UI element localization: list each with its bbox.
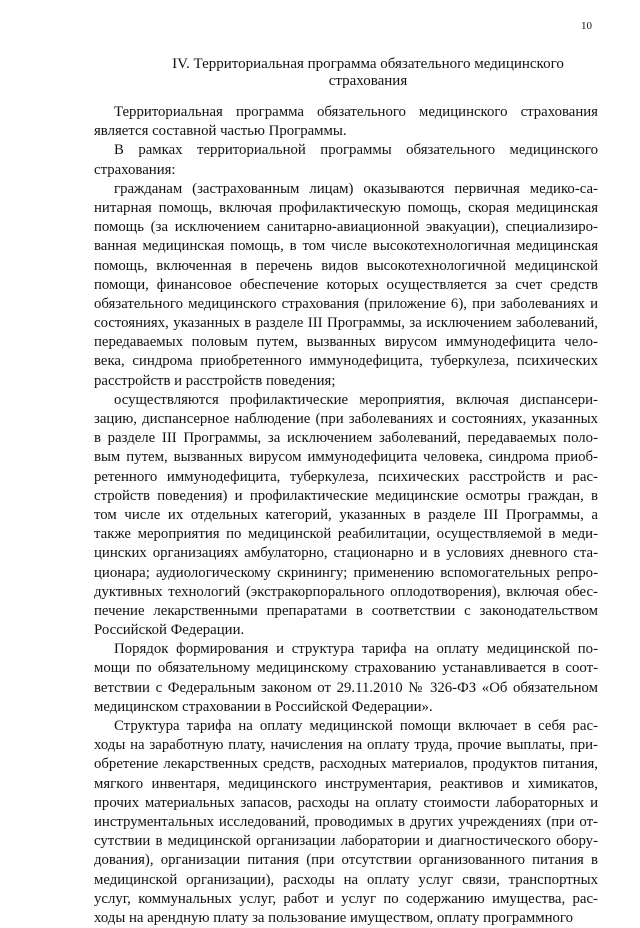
text-line: нитарная помощь, включая профилактическую помощь, скорая медицинская (94, 199, 598, 216)
text-line: зацию, диспансерное наблюдение (при заболеваниях и состояниях, указанных (94, 411, 598, 427)
text-line: гражданам (застрахованным лицам) оказываются первичная медико-са- (114, 180, 598, 197)
text-line: услуг, коммунальных услуг, работ и услуг по содержанию имущества, рас- (94, 890, 598, 907)
text-line: в разделе III Программы, за исключением заболеваний, передаваемых поло- (94, 430, 598, 447)
paragraph (94, 391, 598, 640)
text-line: вым путем, вызванных вирусом иммунодефицита человека, синдрома приоб- (94, 449, 598, 466)
text-line: помощь, включенная в перечень видов высокотехнологичной медицинской (94, 257, 598, 274)
text-line: страхования: (94, 161, 176, 178)
text-line: прочих материальных запасов, расходы на оплату стоимости лабораторных и (94, 794, 598, 811)
text-line: Порядок формирования и структура тарифа на оплату медицинской по- (114, 641, 598, 658)
text-line: ходы на заработную плату, начисления на оплату труда, прочие выплаты, при- (94, 737, 598, 754)
text-line: помощь (за исключением санитарно-авиационной эвакуации), специализиро- (94, 219, 598, 236)
text-line: дуктивных технологий (экстракорпорального оплодотворения), включая обес- (94, 583, 598, 600)
text-line: также мероприятия по медицинской реабилитации, осуществляемой в меди- (94, 526, 598, 543)
paragraph (94, 640, 598, 717)
text-line: Территориальная программа обязательного медицинского страхования (114, 104, 598, 120)
text-line: печение лекарственными препаратами в соответствии с законодательством (94, 602, 598, 619)
text-line: обретение лекарственных средств, расходных материалов, продуктов питания, (94, 756, 598, 773)
text-line: мягкого инвентаря, медицинского инструментария, реактивов и химикатов, (94, 775, 598, 792)
text-line: расстройств и расстройств поведения; (94, 372, 336, 389)
document-body (94, 103, 598, 928)
text-line: осуществляются профилактические мероприятия, включая диспансери- (114, 391, 598, 408)
text-line: Структура тарифа на оплату медицинской помощи включает в себя рас- (114, 718, 598, 734)
text-line: состояниях, указанных в разделе III Программы, за исключением заболеваний, (94, 315, 598, 332)
text-line: Российской Федерации. (94, 622, 245, 639)
text-line: инструментальных исследований, проводимых в других учреждениях (при от- (94, 813, 598, 830)
text-line: В рамках территориальной программы обязательного медицинского (114, 142, 598, 159)
paragraph (94, 103, 598, 141)
text-line: ретенного иммунодефицита, туберкулеза, психических расстройств и рас- (94, 468, 598, 485)
text-line: медицинской организации), расходы на оплату услуг связи, транспортных (94, 871, 598, 888)
text-line: сутствии в медицинской организации лаборатории и диагностического обору- (94, 833, 598, 850)
text-line: обязательного медицинского страхования (приложение 6), при заболеваниях и (94, 295, 598, 312)
paragraph (94, 180, 598, 391)
text-line: стройств поведения) и профилактические медицинские осмотры граждан, в (94, 487, 598, 504)
paragraph (94, 141, 598, 179)
section-heading-line: IV. Территориальная программа обязательного медицинского (172, 56, 564, 72)
text-line: является составной частью Программы. (94, 123, 347, 140)
text-line: ходы на арендную плату за пользование имуществом, оплату программного (94, 909, 574, 926)
text-line: цинских организациях амбулаторно, стационарно и в условиях дневного ста- (94, 545, 598, 562)
text-line: ванная медицинская помощь, в том числе высокотехнологичная медицинская (94, 238, 598, 255)
section-heading (118, 56, 618, 90)
text-line: ветствии с Федеральным законом от 29.11.2010 № 326-ФЗ «Об обязательном (94, 679, 598, 696)
text-line: мощи по обязательному медицинскому страхованию устанавливается в соот- (94, 660, 598, 677)
text-line: помощи, финансовое обеспечение которых осуществляется за счет средств (94, 276, 598, 293)
text-line: передаваемых половым путем, вызванных вирусом иммунодефицита чело- (94, 334, 598, 351)
text-line: медицинском страховании в Российской Федерации». (94, 698, 433, 715)
text-line: ционара; аудиологическому скринингу; применению вспомогательных репро- (94, 564, 598, 581)
text-line: века, синдрома приобретенного иммунодефицита, туберкулеза, психических (94, 353, 598, 370)
paragraph (94, 717, 598, 928)
page-number: 10 (581, 20, 592, 32)
section-heading-line: страхования (328, 73, 408, 89)
text-line: дования), организации питания (при отсутствии организованного питания в (94, 852, 598, 869)
text-line: том числе их отдельных категорий, указанных в разделе III Программы, а (94, 506, 598, 523)
